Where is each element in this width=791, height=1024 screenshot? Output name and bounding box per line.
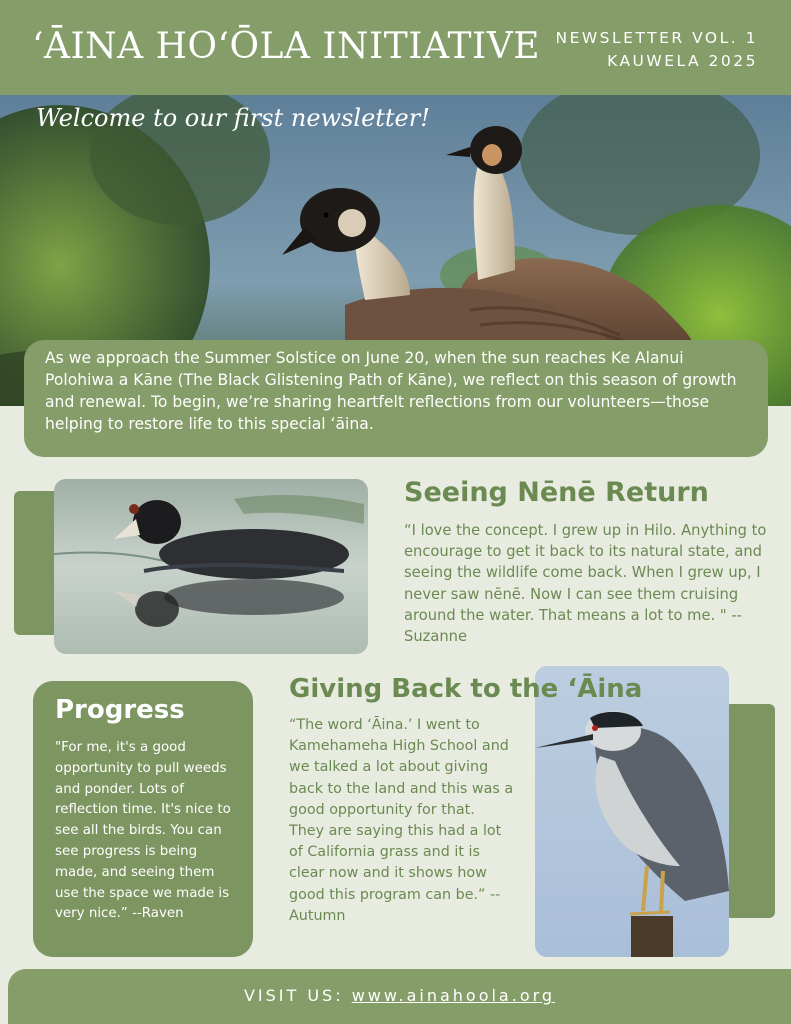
heading-seeing-nene-return: Seeing Nēnē Return [404,477,709,508]
decorative-accent-block [725,704,775,918]
progress-card [33,681,253,957]
quote-suzanne: “I love the concept. I grew up in Hilo. Anything to encourage to get it back to its natural state, and seeing the wildlife come back. When I grew up, I never saw nēnē. Now I can see them cruising around the water. That means a lot to me. " --Suzanne [404,522,767,646]
heading-progress: Progress [55,695,185,725]
issue-info [555,27,758,73]
intro-paragraph: As we approach the Summer Solstice on June 20, when the sun reaches Ke Alanui Polohiwa a Kāne (The Black Glistening Path of Kāne), we reflect on this season of growth and renewal. To begin, we’re sharing heartfelt reflections from our volunteers—those helping to restore life to this special ʻāina. [24,340,768,457]
newsletter-header [0,0,791,95]
heron-image [535,666,729,957]
coot-image [54,479,368,654]
quote-autumn: “The word ʻĀina.’ I went to Kamehameha High School and we talked a lot about giving back to the land and this was a good opportunity for that. They are saying this had a lot of California grass and it is clear now and it shows how good this program can be.” --Autumn [289,717,514,924]
welcome-message: Welcome to our first newsletter! [36,104,430,132]
heron-photo [535,666,729,957]
footer-label: VISIT US: [243,986,344,1005]
heading-giving-back: Giving Back to the ʻĀina [289,674,643,704]
issue-volume: NEWSLETTER VOL. 1 [555,29,758,47]
footer-text [8,986,791,1005]
quote-raven: "For me, it's a good opportunity to pull weeds and ponder. Lots of reflection time. It's nice to see all the birds. You can see progress is being made, and seeing them use the space we made is very nice.” --Raven [55,740,231,922]
coot-photo [54,479,368,654]
newsletter-title: ʻĀINA HOʻŌLA INITIATIVE [32,26,541,67]
website-link[interactable]: www.ainahoola.org [351,986,556,1005]
footer-bar [8,969,791,1024]
issue-season: KAUWELA 2025 [607,52,758,70]
